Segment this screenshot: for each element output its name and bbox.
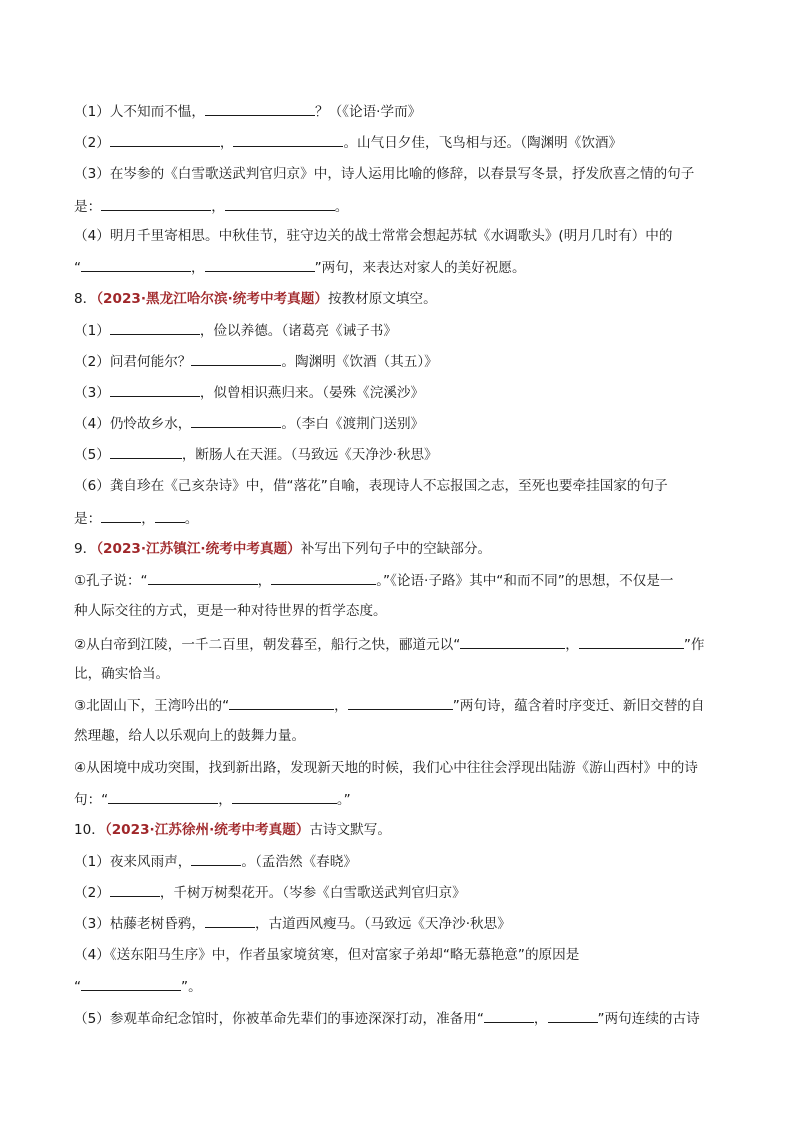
answer-blank[interactable] <box>229 695 334 710</box>
answer-blank[interactable] <box>110 444 182 459</box>
answer-blank[interactable] <box>484 1008 534 1023</box>
answer-blank[interactable] <box>101 508 141 523</box>
q9-paragraph-3-continued: 然理趣，给人以乐观向上的鼓舞力量。 <box>74 728 306 744</box>
answer-blank[interactable] <box>191 851 241 866</box>
q9-paragraph-4: ④从困境中成功突围，找到新出路，发现新天地的时候，我们心中往往会浮现出陆游《游山西村》中的诗 <box>74 760 698 776</box>
answer-blank[interactable] <box>548 1008 598 1023</box>
q8-item-3: （3） ，似曾相识燕归来。（晏殊《浣溪沙》 <box>74 382 424 403</box>
q7-item-3: （3）在岑参的《白雪歌送武判官归京》中，诗人运用比喻的修辞，以春景写冬景，抒发欣喜之情的句子 <box>74 166 695 182</box>
q7-item-3-continued: 是： ， 。 <box>74 196 348 217</box>
q7-item-1: （1）人不知而不愠， ？（《论语·学而》 <box>74 101 421 122</box>
answer-blank[interactable] <box>579 634 684 649</box>
question-8-header: 8．（2023·黑龙江哈尔滨·统考中考真题）按教材原文填空。 <box>74 291 437 307</box>
q7-item-2: （2） ， 。山气日夕佳，飞鸟相与还。（陶渊明《饮酒》 <box>74 132 622 153</box>
answer-blank[interactable] <box>148 570 258 585</box>
answer-blank[interactable] <box>233 132 343 147</box>
q10-item-2: （2） ，千树万树梨花开。（岑参《白雪歌送武判官归京》 <box>74 882 466 903</box>
q9-paragraph-3: ③北固山下，王湾吟出的“ ， ”两句诗，蕴含着时序变迁、新旧交替的自 <box>74 695 705 716</box>
q9-paragraph-4-continued: 句：“ ， 。” <box>74 789 351 810</box>
q8-item-6: （6）龚自珍在《己亥杂诗》中，借“落花”自喻，表现诗人不忘报国之志，至死也要牵挂国家的句子 <box>74 478 668 494</box>
answer-blank[interactable] <box>205 913 255 928</box>
q8-item-5: （5） ，断肠人在天涯。（马致远《天净沙·秋思》 <box>74 444 438 465</box>
q10-item-5: （5）参观革命纪念馆时，你被革命先辈们的事迹深深打动，准备用“ ， ”两句连续的古诗 <box>74 1008 700 1029</box>
q9-paragraph-1-continued: 种人际交往的方式，更是一种对待世界的哲学态度。 <box>74 603 387 619</box>
answer-blank[interactable] <box>191 413 281 428</box>
answer-blank[interactable] <box>348 695 453 710</box>
q9-paragraph-2-continued: 比，确实恰当。 <box>74 666 170 682</box>
answer-blank[interactable] <box>81 976 131 991</box>
answer-blank[interactable] <box>191 351 281 366</box>
answer-blank[interactable] <box>225 196 335 211</box>
answer-blank[interactable] <box>155 508 185 523</box>
q8-item-4: （4）仍怜故乡水， 。（李白《渡荆门送别》 <box>74 413 424 434</box>
question-source: （2023·江苏徐州·统考中考真题） <box>104 822 310 838</box>
q9-paragraph-2: ②从白帝到江陵，一千二百里，朝发暮至，船行之快，郦道元以“ ， ”作 <box>74 634 705 655</box>
q10-item-1: （1）夜来风雨声， 。（孟浩然《春晓》 <box>74 851 357 872</box>
answer-blank[interactable] <box>460 634 565 649</box>
answer-blank[interactable] <box>110 882 160 897</box>
question-source: （2023·江苏镇江·统考中考真题） <box>96 541 301 557</box>
question-9-header: 9．（2023·江苏镇江·统考中考真题）补写出下列句子中的空缺部分。 <box>74 541 492 557</box>
q10-item-3: （3）枯藤老树昏鸦， ，古道西风瘦马。（马致远《天净沙·秋思》 <box>74 913 511 934</box>
answer-blank[interactable] <box>101 196 211 211</box>
answer-blank[interactable] <box>110 132 220 147</box>
answer-blank[interactable] <box>131 976 181 991</box>
answer-blank[interactable] <box>271 570 376 585</box>
q10-item-4-continued: “ ”。 <box>74 976 202 997</box>
q8-item-6-continued: 是： ， 。 <box>74 508 198 529</box>
question-10-header: 10．（2023·江苏徐州·统考中考真题）古诗文默写。 <box>74 822 391 838</box>
q7-item-4-continued: “ ， ”两句，来表达对家人的美好祝愿。 <box>74 257 526 278</box>
q10-item-4: （4）《送东阳马生序》中，作者虽家境贫寒，但对富家子弟却“略无慕艳意”的原因是 <box>74 947 580 963</box>
q8-item-2: （2）问君何能尔？ 。陶渊明《饮酒（其五）》 <box>74 351 438 372</box>
answer-blank[interactable] <box>205 257 315 272</box>
answer-blank[interactable] <box>110 320 200 335</box>
question-source: （2023·黑龙江哈尔滨·统考中考真题） <box>96 291 328 307</box>
answer-blank[interactable] <box>110 382 200 397</box>
answer-blank[interactable] <box>81 257 191 272</box>
answer-blank[interactable] <box>232 789 337 804</box>
q8-item-1: （1） ，俭以养德。（诸葛亮《诫子书》 <box>74 320 397 341</box>
q7-item-4: （4）明月千里寄相思。中秋佳节，驻守边关的战士常常会想起苏轼《水调歌头》(明月几时有）中的 <box>74 228 673 244</box>
answer-blank[interactable] <box>205 101 315 116</box>
q9-paragraph-1: ①孔子说：“ ， 。”《论语·子路》其中“和而不同”的思想，不仅是一 <box>74 570 674 591</box>
answer-blank[interactable] <box>108 789 218 804</box>
